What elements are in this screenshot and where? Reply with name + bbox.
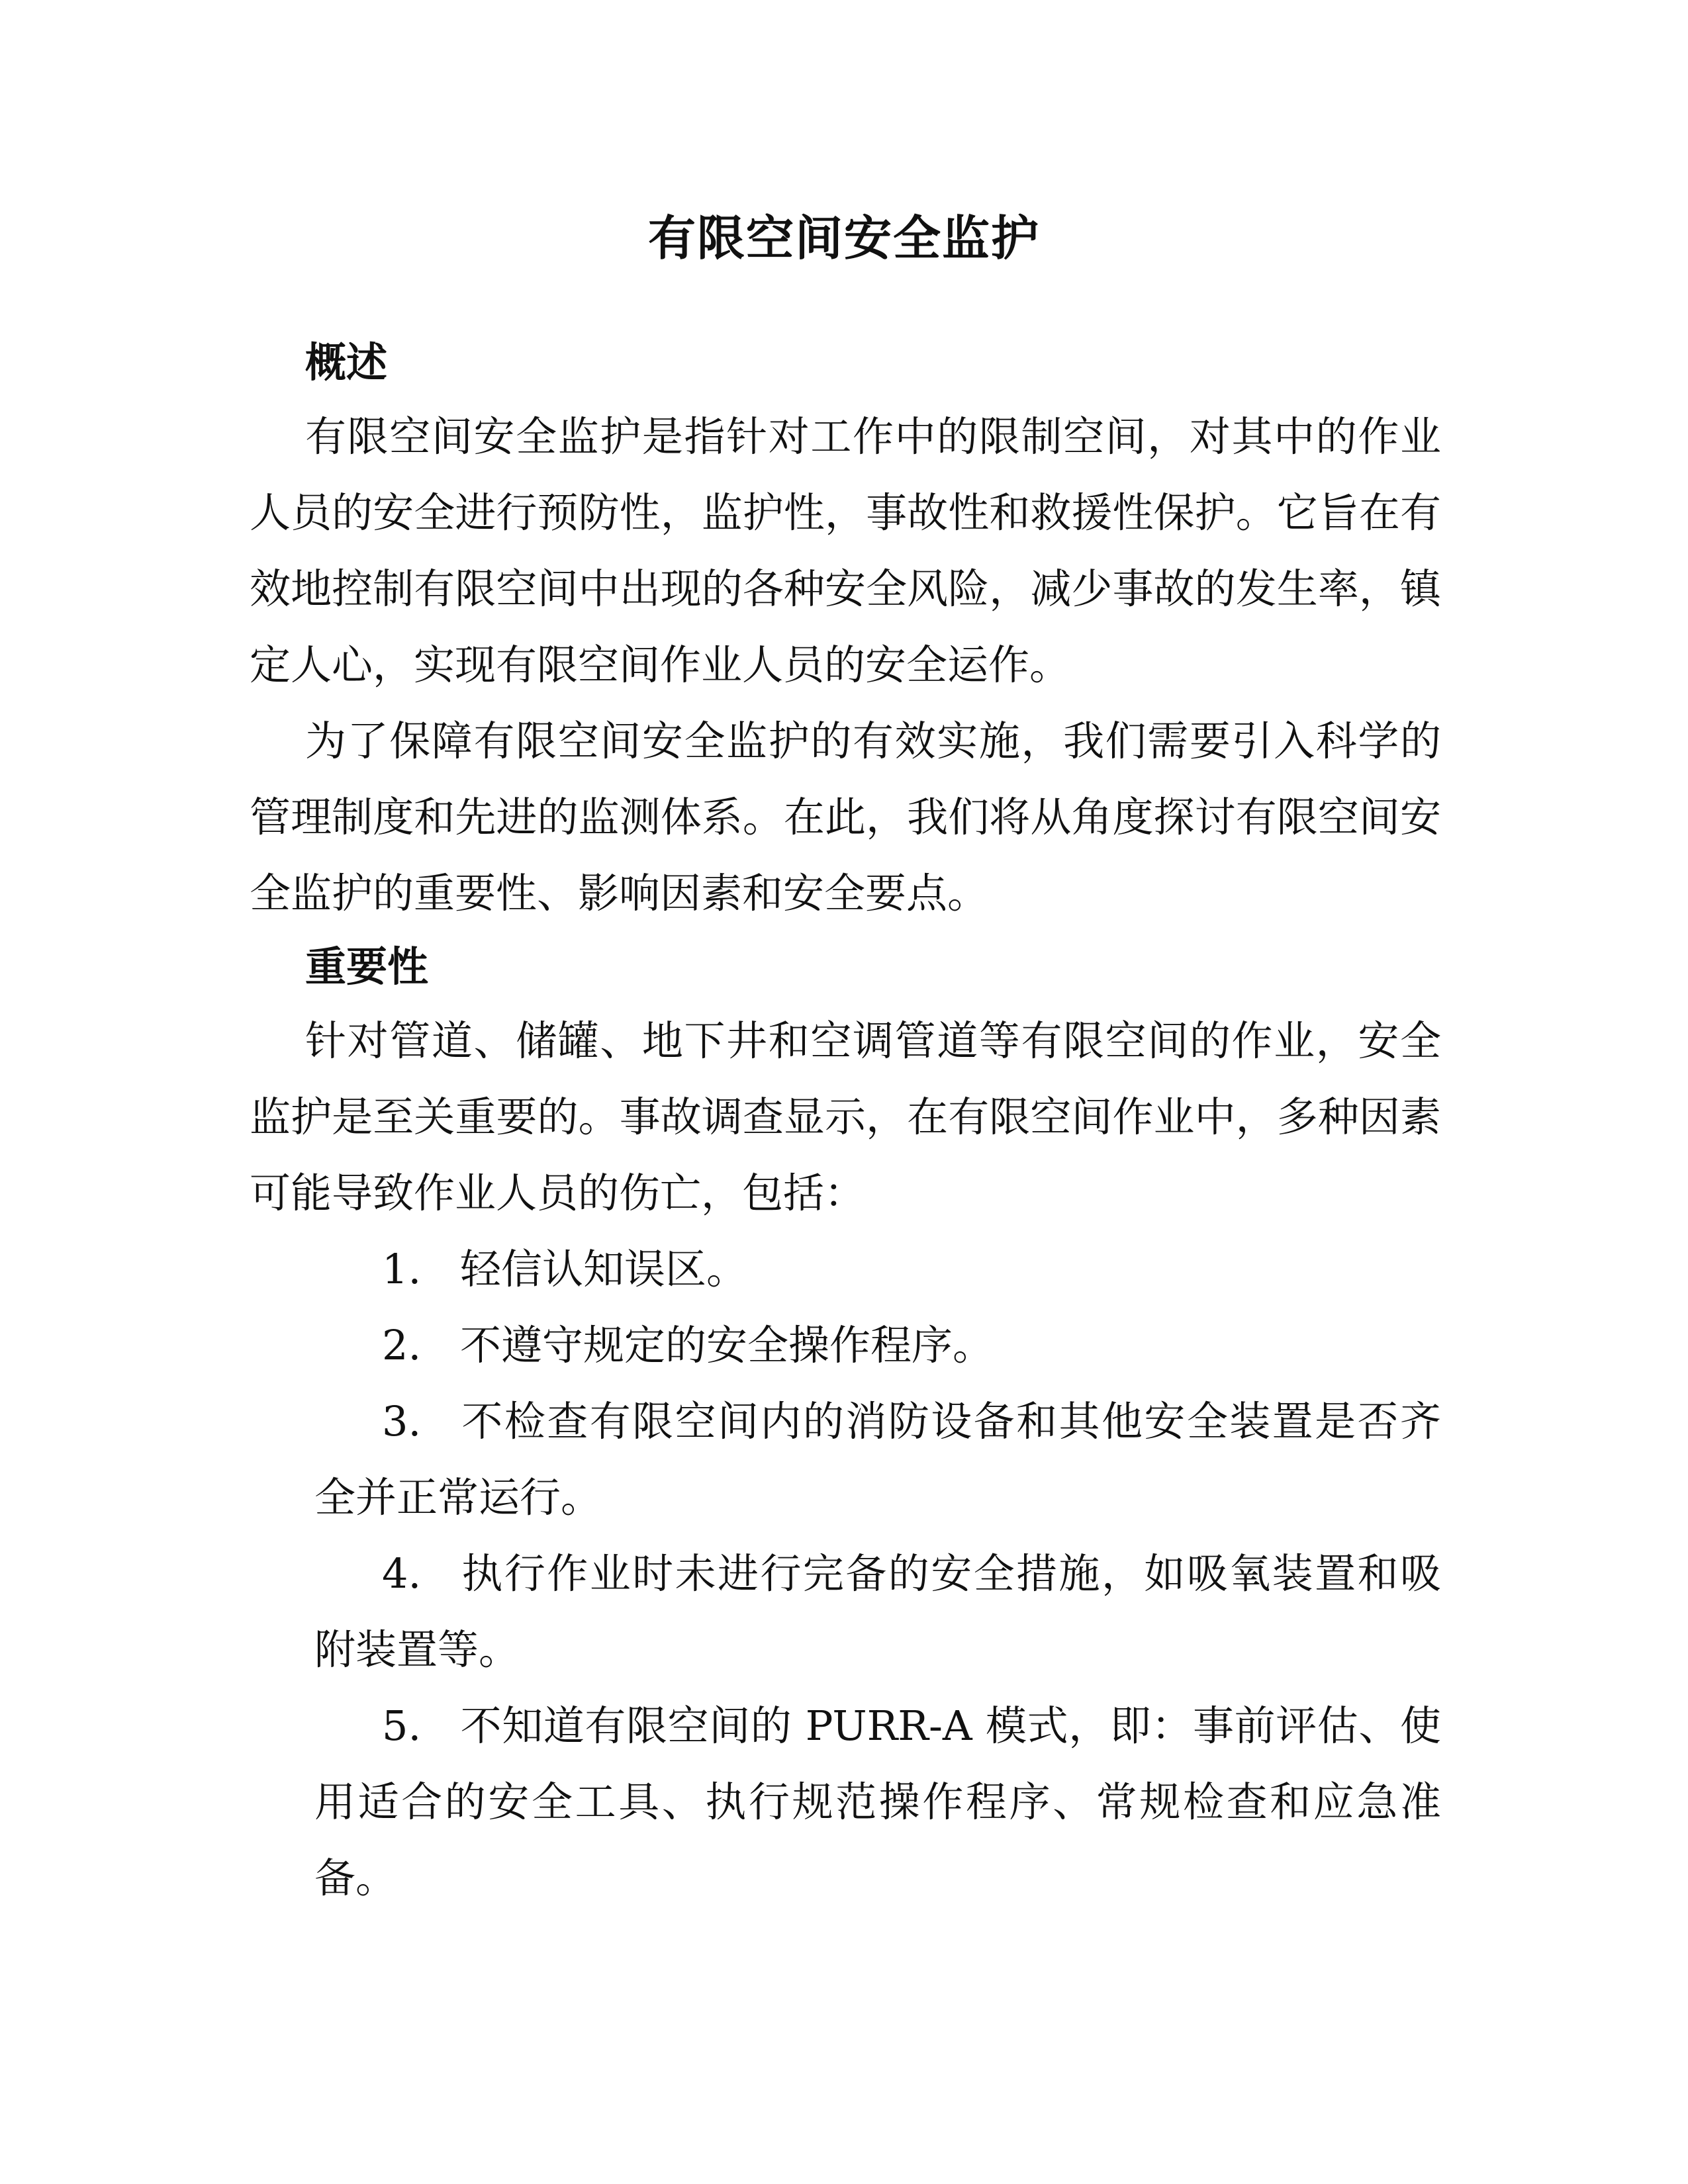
importance-paragraph-1: 针对管道、储罐、地下井和空调管道等有限空间的作业，安全监护是至关重要的。事故调查显示，在有限空间作业中，多种因素可能导致作业人员的伤亡，包括： (250, 1017, 1441, 1217)
document-body (250, 327, 1441, 1916)
list-item-number: 2. (382, 1321, 422, 1369)
list-item-number: 1. (382, 1245, 422, 1293)
section-heading-importance: 重要性 (305, 942, 429, 991)
list-item-text: 不检查有限空间内的消防设备和其他安全装置是否齐全并正常运行。 (314, 1397, 1441, 1522)
list-item (250, 1535, 1441, 1688)
list-item-text: 轻信认知误区。 (460, 1245, 748, 1293)
list-item-text: 执行作业时未进行完备的安全措施，如吸氧装置和吸附装置等。 (314, 1549, 1441, 1674)
list-item (250, 1231, 1441, 1307)
list-item-number: 5. (382, 1702, 422, 1750)
risk-factor-list (250, 1231, 1441, 1916)
list-item (250, 1688, 1441, 1916)
overview-paragraph-1: 有限空间安全监护是指针对工作中的限制空间，对其中的作业人员的安全进行预防性，监护性，事故性和救援性保护。它旨在有效地控制有限空间中出现的各种安全风险，减少事故的发生率，镇定人心，实现有限空间作业人员的安全运作。 (250, 412, 1441, 689)
list-item (250, 1383, 1441, 1535)
section-heading-overview: 概述 (305, 338, 388, 387)
page-title: 有限空间安全监护 (647, 210, 1040, 266)
list-item-number: 3. (382, 1397, 422, 1445)
list-item-text: 不遵守规定的安全操作程序。 (460, 1321, 994, 1369)
list-item-text: 不知道有限空间的 PURR-A 模式，即：事前评估、使用适合的安全工具、执行规范操作程序、常规检查和应急准备。 (314, 1702, 1441, 1902)
overview-paragraph-2: 为了保障有限空间安全监护的有效实施，我们需要引入科学的管理制度和先进的监测体系。在此，我们将从角度探讨有限空间安全监护的重要性、影响因素和安全要点。 (250, 717, 1441, 917)
list-item (250, 1307, 1441, 1383)
list-item-number: 4. (382, 1549, 422, 1598)
